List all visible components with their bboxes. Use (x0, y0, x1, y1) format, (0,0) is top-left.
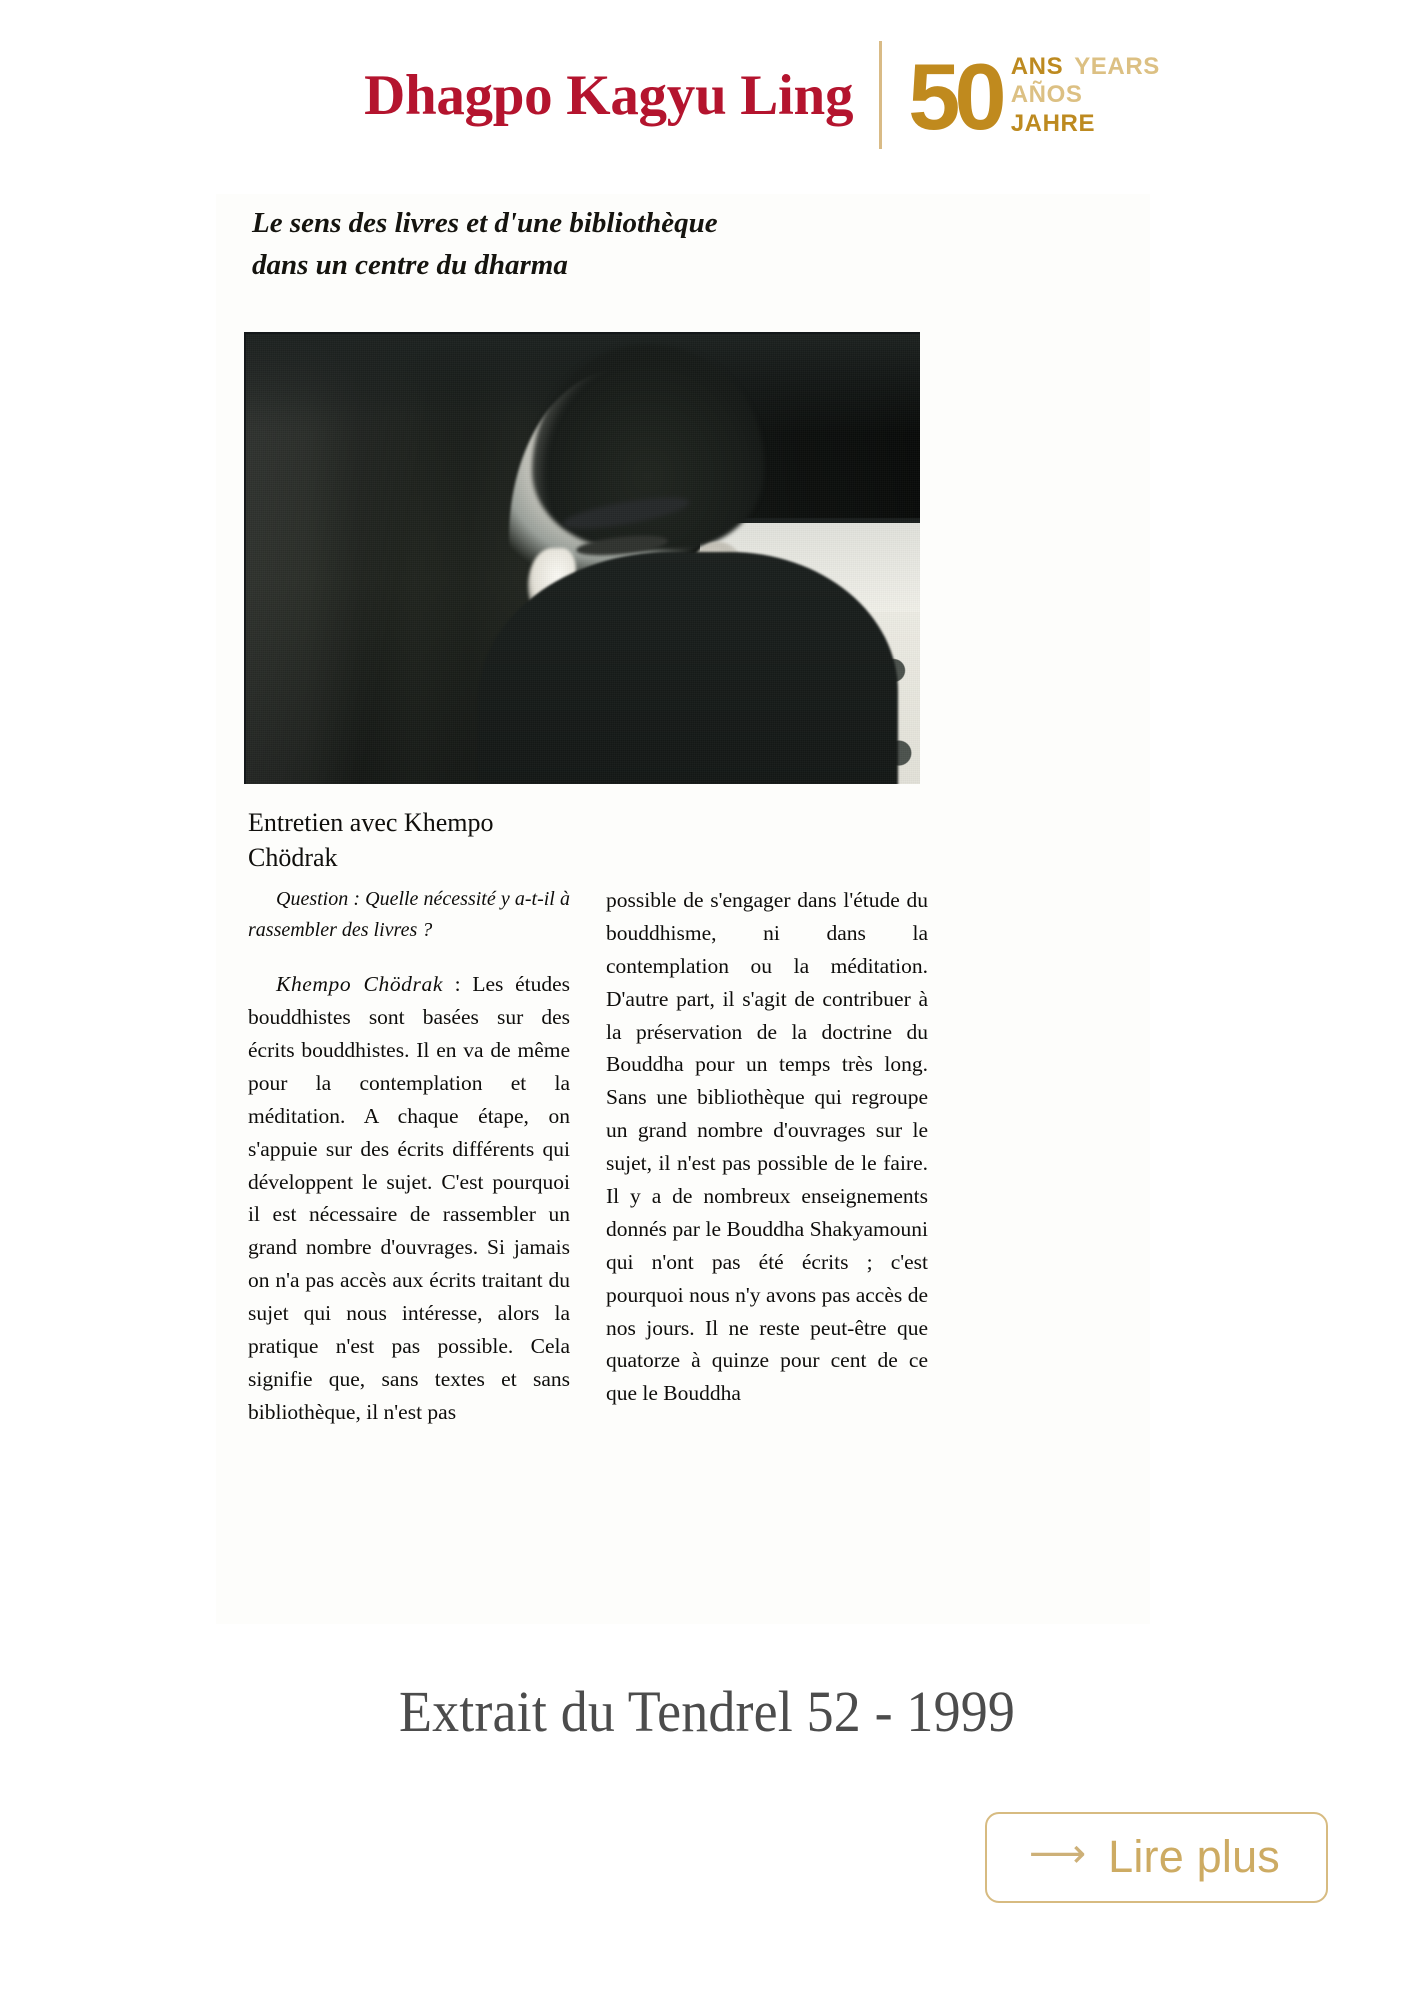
anniversary-label-en: YEARS (1074, 53, 1160, 81)
anniversary-rows-bottom (1011, 82, 1160, 135)
header-divider (879, 41, 882, 149)
photo-caption (248, 806, 588, 875)
article-title-line-2: dans un centre du dharma (252, 249, 568, 282)
article-column-right (606, 884, 928, 1452)
read-more-label: Lire plus (1108, 1831, 1280, 1882)
answer-text: : Les études bouddhistes sont basées sur des écrits bouddhistes. Il en va de même pour la contemplation et la méditation. A chaque étape, on s'appuie sur des écrits différents qui développent le sujet. C'est pourquoi il est nécessaire de rassembler un grand nombre d'ouvrages. Si jamais on n'a pas accès aux écrits traitant du sujet qui nous intéresse, alors la pratique n'est pas possible. Cela signifie que, sans textes et sans bibliothèque, il n'est pas (248, 972, 570, 1424)
photo-scan-grain (246, 334, 920, 784)
photo-caption-line-2: Chödrak (248, 842, 338, 872)
read-more-button[interactable] (985, 1812, 1328, 1903)
cta-container (0, 1812, 1414, 1903)
anniversary-words (1011, 54, 1160, 136)
anniversary-row-top (1011, 54, 1160, 79)
question-paragraph (248, 884, 570, 945)
arrow-right-icon: ⟶ (1028, 1830, 1087, 1877)
anniversary-logo (908, 44, 1160, 150)
answer-paragraph (248, 968, 570, 1428)
anniversary-label-fr: ANS (1010, 53, 1064, 81)
scanned-article-page (216, 194, 1150, 1624)
article-body (248, 884, 1128, 1452)
answer-continuation-paragraph: possible de s'engager dans l'étude du bouddhisme, ni dans la contemplation ou la méditation. D'autre part, il s'agit de contribuer à la préservation de la doctrine du Bouddha pour un temps très long. Sans une bibliothèque qui regroupe un grand nombre d'ouvrages sur le sujet, il n'est pas possible de le faire. Il y a de nombreux enseignements donnés par le Bouddha Shakyamouni qui n'ont pas été écrits ; c'est pourquoi nous n'y avons pas accès de nos jours. Il ne reste peut-être que quatorze à quinze pour cent de ce que le Bouddha (606, 888, 928, 1406)
article-title-line-1: Le sens des livres et d'une bibliothèque (252, 207, 718, 239)
source-title: Extrait du Tendrel 52 - 1999 (398, 1679, 1016, 1744)
anniversary-label-de: JAHRE (1010, 109, 1096, 137)
question-speaker-label: Question : (276, 888, 360, 910)
article-title (252, 202, 892, 286)
answer-speaker-label: Khempo Chödrak (276, 972, 443, 997)
article-column-left (248, 884, 570, 1452)
photo-caption-line-1: Entretien avec Khempo (248, 808, 494, 837)
anniversary-number: 50 (908, 44, 1001, 150)
article-photo (244, 332, 920, 784)
header-inner (364, 41, 1160, 149)
question-text: Quelle nécessité y a-t-il à rassembler des livres ? (248, 888, 570, 941)
brand-title: Dhagpo Kagyu Ling (364, 63, 854, 127)
page-header (0, 0, 1414, 190)
anniversary-label-es: AÑOS (1010, 81, 1083, 109)
